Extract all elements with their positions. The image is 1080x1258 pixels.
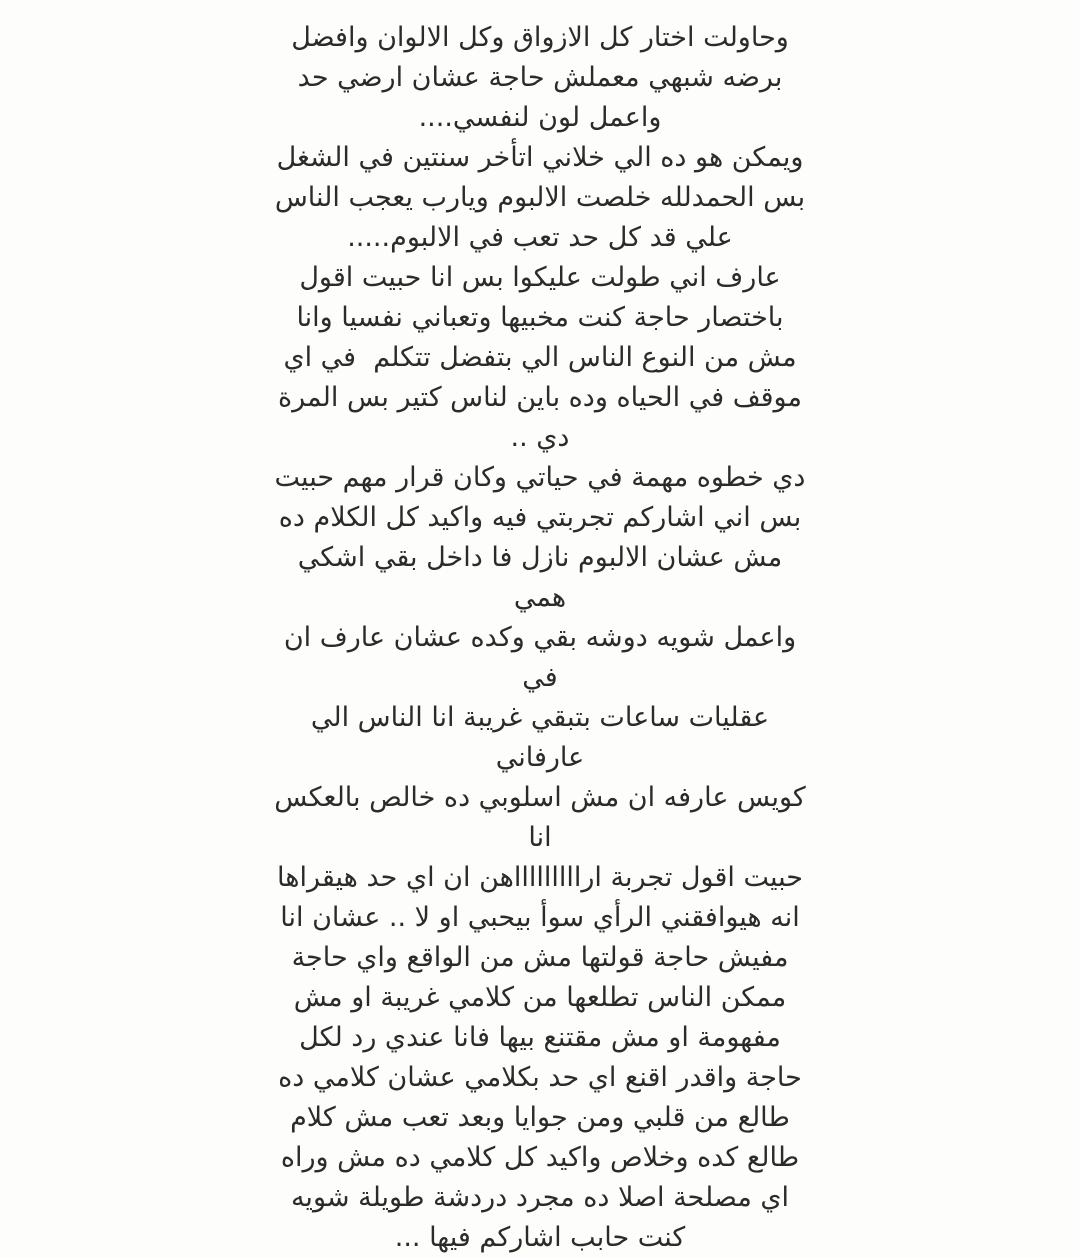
text-line: بس اني اشاركم تجربتي فيه واكيد كل الكلام ده	[278, 502, 802, 533]
text-line: كويس عارفه ان مش اسلوبي ده خالص بالعكس انا	[265, 782, 806, 853]
text-line: عقليات ساعات بتبقي غريبة انا الناس الي عارفاني	[302, 702, 770, 773]
text-line: دي ..	[510, 422, 570, 453]
text-line: واعمل لون لنفسي....	[418, 102, 662, 133]
text-line: اي مصلحة اصلا ده مجرد دردشة طويلة شويه	[290, 1182, 790, 1213]
text-line: حبيت اقول تجربة اراااااااااهن ان اي حد هيقراها	[277, 862, 803, 893]
text-line: علي قد كل حد تعب في الالبوم.....	[347, 222, 733, 253]
text-line: واعمل شويه دوشه بقي وكده عشان عارف ان في	[275, 622, 797, 693]
text-line: كنت حابب اشاركم فيها ...	[394, 1222, 686, 1253]
text-line: طالع من قلبي ومن جوايا وبعد تعب مش كلام	[290, 1102, 790, 1133]
text-line: باختصار حاجة كنت مخبيها وتعباني نفسيا وانا	[296, 302, 784, 333]
text-line: موقف في الحياه وده باين لناس كتير بس المرة	[278, 382, 802, 413]
text-line: دي خطوه مهمة في حياتي وكان قرار مهم حبيت	[274, 462, 806, 493]
text-line: عارف اني طولت عليكوا بس انا حبيت اقول	[299, 262, 781, 293]
post-text-body	[265, 18, 810, 1258]
text-line: مش من النوع الناس الي بتفضل تتكلم في اي	[283, 342, 797, 373]
text-line: برضه شبهي معملش حاجة عشان ارضي حد	[297, 62, 783, 93]
text-line: انه هيوافقني الرأي سوأ بيحبي او لا .. عشان انا	[280, 902, 800, 933]
text-line: مفيش حاجة قولتها مش من الواقع واي حاجة	[291, 942, 789, 973]
text-line: طالع كده وخلاص واكيد كل كلامي ده مش وراه	[280, 1142, 800, 1173]
text-line: مش عشان الالبوم نازل فا داخل بقي اشكي همي	[289, 542, 783, 613]
text-line: وحاولت اختار كل الازواق وكل الالوان وافضل	[291, 22, 789, 53]
text-line: حاجة واقدر اقنع اي حد بكلامي عشان كلامي ده	[278, 1062, 802, 1093]
text-line: بس الحمدلله خلصت الالبوم ويارب يعجب الناس	[274, 182, 806, 213]
text-line: ممكن الناس تطلعها من كلامي غريبة او مش	[293, 982, 787, 1013]
text-line: مفهومة او مش مقتنع بيها فانا عندي رد لكل	[299, 1022, 781, 1053]
text-line: ويمكن هو ده الي خلاني اتأخر سنتين في الشغل	[276, 142, 804, 173]
